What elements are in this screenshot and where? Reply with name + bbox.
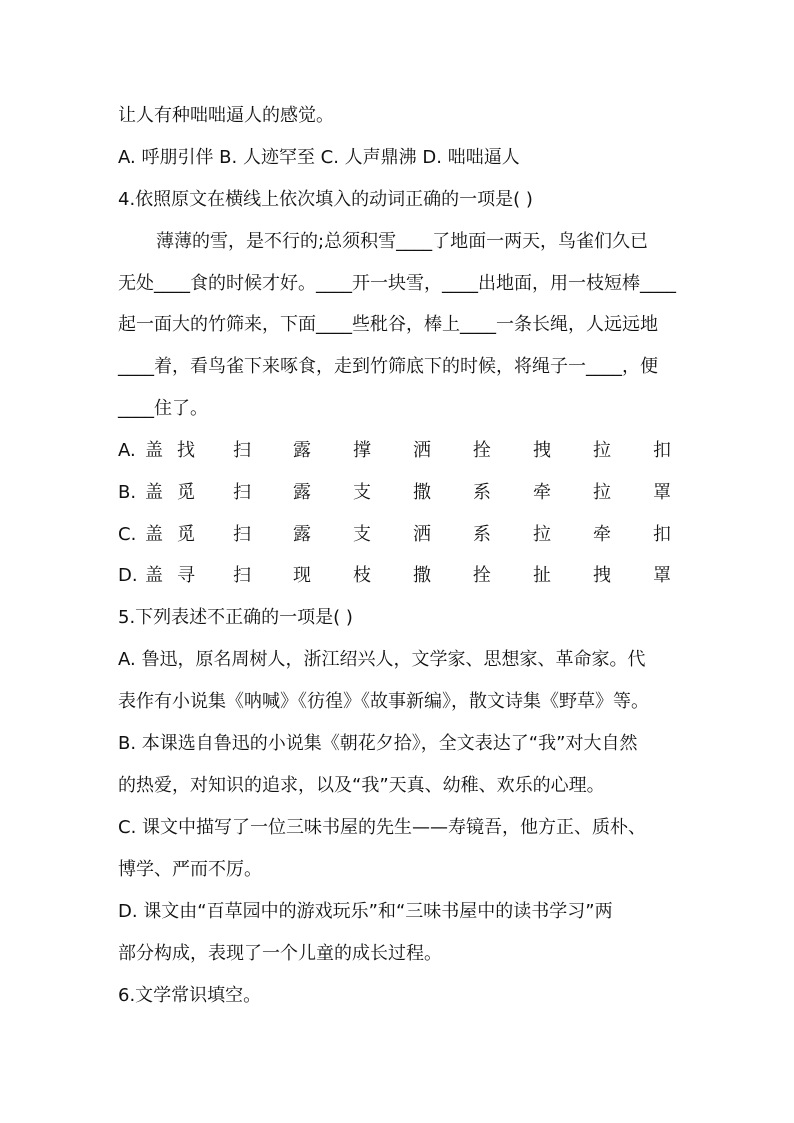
option-word: 盖 [145, 440, 163, 461]
option-word: 拉 [593, 482, 611, 503]
q4-option-row-c [118, 523, 678, 547]
option-word: 系 [473, 482, 491, 503]
passage-line: 起一面大的竹筛来，下面____些秕谷，棒上____一条长绳，人远远地 [118, 314, 658, 335]
q5-question: 5.下列表述不正确的一项是( ) [118, 607, 353, 628]
q4-option-row-b [118, 481, 678, 505]
option-word: 撑 [353, 440, 371, 461]
option-label: B. [118, 482, 137, 503]
q5-option-b-line: B. 本课选自鲁迅的小说集《朝花夕拾》，全文表达了“我”对大自然 [118, 733, 638, 754]
option-word: 露 [293, 524, 311, 545]
q5-option-d-line: D. 课文由“百草园中的游戏玩乐”和“三味书屋中的读书学习”两 [118, 901, 613, 922]
option-word: 寻 [177, 565, 195, 586]
option-word: 拴 [473, 565, 491, 586]
option-word: 觅 [177, 482, 195, 503]
option-word: 系 [473, 524, 491, 545]
option-word: 扫 [233, 524, 251, 545]
option-word: 洒 [413, 524, 431, 545]
option-word: 洒 [413, 440, 431, 461]
option-word: 露 [293, 482, 311, 503]
passage-line: ____住了。 [118, 398, 208, 419]
option-word: 拉 [593, 440, 611, 461]
q5-option-a-line: 表作有小说集《呐喊》《彷徨》《故事新编》，散文诗集《野草》等。 [118, 691, 649, 712]
q5-option-d-line: 部分构成，表现了一个儿童的成长过程。 [118, 943, 442, 964]
option-word: 扫 [233, 482, 251, 503]
option-word: 拉 [533, 524, 551, 545]
passage-line: 薄薄的雪，是不行的;总须积雪____了地面一两天，鸟雀们久已 [156, 231, 649, 252]
q4-question: 4.依照原文在横线上依次填入的动词正确的一项是( ) [118, 189, 533, 210]
option-word: 扫 [233, 565, 251, 586]
option-word: 盖 [145, 524, 163, 545]
option-word: 拽 [593, 565, 611, 586]
option-word: 撒 [413, 482, 431, 503]
option-label: C. [118, 524, 137, 545]
q4-option-row-d [118, 564, 678, 588]
q3-options-line: A. 呼朋引伴 B. 人迹罕至 C. 人声鼎沸 D. 咄咄逼人 [118, 147, 520, 168]
option-word: 觅 [177, 524, 195, 545]
option-word: 罩 [653, 565, 671, 586]
option-label: D. [118, 565, 138, 586]
option-word: 牵 [593, 524, 611, 545]
option-word: 枝 [353, 565, 371, 586]
option-word: 扫 [233, 440, 251, 461]
option-word: 扣 [653, 524, 671, 545]
option-word: 牵 [533, 482, 551, 503]
q5-option-c-line: C. 课文中描写了一位三味书屋的先生——寿镜吾，他方正、质朴、 [118, 817, 647, 838]
q4-option-row-a [118, 439, 678, 463]
option-word: 罩 [653, 482, 671, 503]
q6-question: 6.文学常识填空。 [118, 985, 262, 1006]
option-word: 拽 [533, 440, 551, 461]
q5-option-b-line: 的热爱，对知识的追求，以及“我”天真、幼稚、欢乐的心理。 [118, 775, 605, 796]
option-word: 现 [293, 565, 311, 586]
option-word: 扯 [533, 565, 551, 586]
option-word: 撒 [413, 565, 431, 586]
q5-option-c-line: 博学、严而不厉。 [118, 859, 262, 880]
q5-option-a-line: A. 鲁迅，原名周树人，浙江绍兴人，文学家、思想家、革命家。代 [118, 649, 646, 670]
text-line: 让人有种咄咄逼人的感觉。 [118, 105, 334, 126]
option-word: 找 [177, 440, 195, 461]
option-word: 扣 [653, 440, 671, 461]
option-label: A. [118, 440, 136, 461]
option-word: 露 [293, 440, 311, 461]
option-word: 支 [353, 482, 371, 503]
option-word: 支 [353, 524, 371, 545]
option-word: 拴 [473, 440, 491, 461]
option-word: 盖 [145, 565, 163, 586]
option-word: 盖 [145, 482, 163, 503]
passage-line: ____着，看鸟雀下来啄食，走到竹筛底下的时候，将绳子一____，便 [118, 356, 658, 377]
passage-line: 无处____食的时候才好。____开一块雪，____出地面，用一枝短棒____ [118, 273, 676, 294]
